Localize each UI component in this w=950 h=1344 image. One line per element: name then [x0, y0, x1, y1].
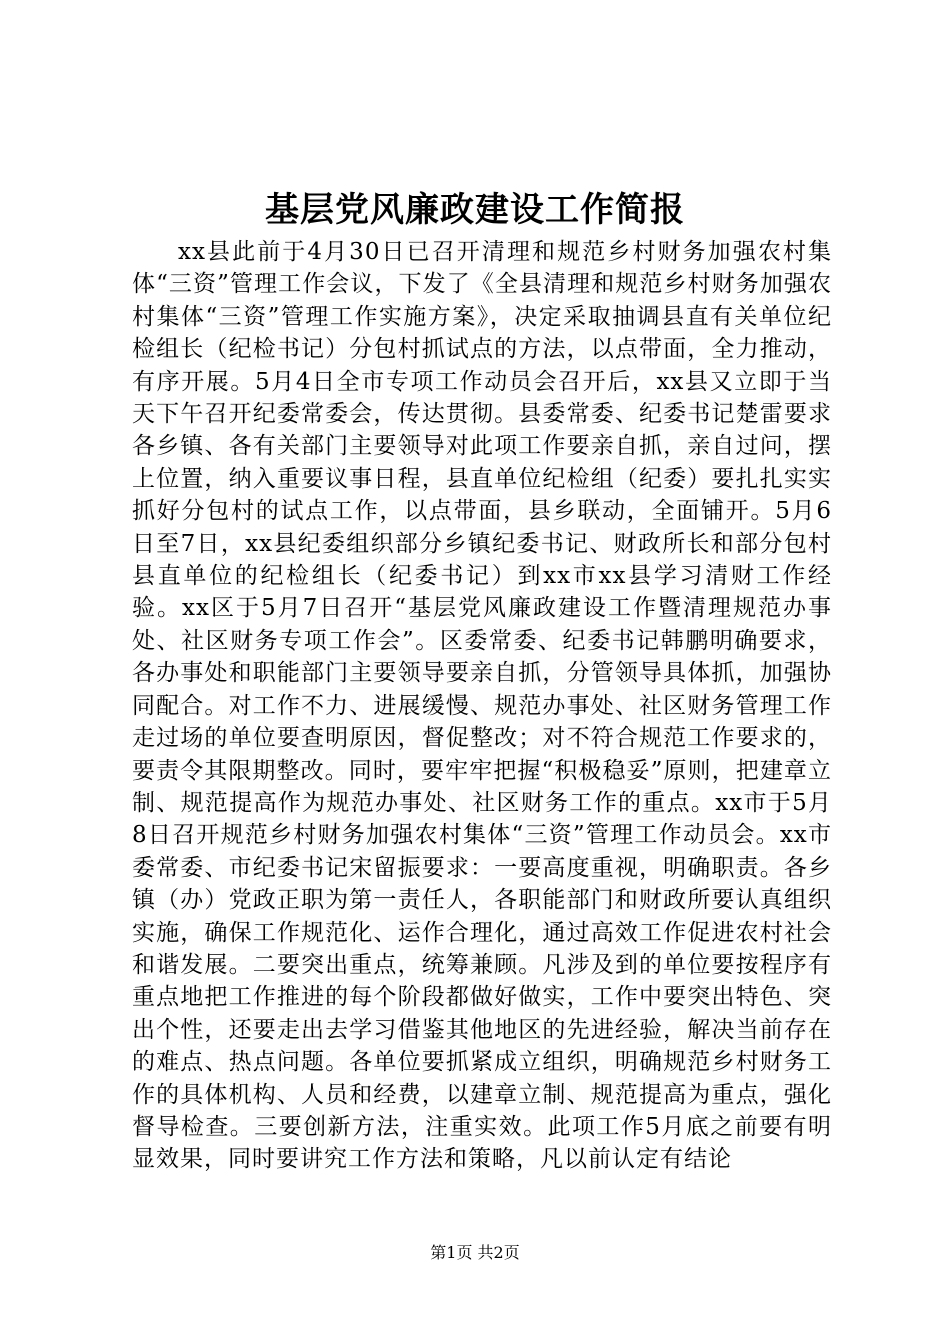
page-number-footer: 第1页 共2页	[430, 1243, 520, 1262]
document-body-paragraph: xx县此前于4月30日已召开清理和规范乡村财务加强农村集体“三资”管理工作会议，下发了《全县清理和规范乡村财务加强农村集体“三资”管理工作实施方案》，决定采取抽调县直有关单位纪检组长（纪检书记）分包村抓试点的方法，以点带面，全力推动，有序开展。5月4日全市专项工作动员会召开后，xx县又立即于当天下午召开纪委常委会，传达贯彻。县委常委、纪委书记楚雷要求各乡镇、各有关部门主要领导对此项工作要亲自抓，亲自过问，摆上位置，纳入重要议事日程，县直单位纪检组（纪委）要扎扎实实抓好分包村的试点工作，以点带面，县乡联动，全面铺开。5月6日至7日，xx县纪委组织部分乡镇纪委书记、财政所长和部分包村县直单位的纪检组长（纪委书记）到xx市xx县学习清财工作经验。xx区于5月7日召开“基层党风廉政建设工作暨清理规范办事处、社区财务专项工作会”。区委常委、纪委书记韩鹏明确要求，各办事处和职能部门主要领导要亲自抓，分管领导具体抓，加强协同配合。对工作不力、进展缓慢、规范办事处、社区财务管理工作走过场的单位要查明原因，督促整改；对不符合规范工作要求的，要责令其限期整改。同时，要牢牢把握“积极稳妥”原则，把建章立制、规范提高作为规范办事处、社区财务工作的重点。xx市于5月8日召开规范乡村财务加强农村集体“三资”管理工作动员会。xx市委常委、市纪委书记宋留振要求：一要高度重视，明确职责。各乡镇（办）党政正职为第一责任人，各职能部门和财政所要认真组织实施，确保工作规范化、运作合理化，通过高效工作促进农村社会和谐发展。二要突出重点，统筹兼顾。凡涉及到的单位要按程序有重点地把工作推进的每个阶段都做好做实，工作中要突出特色、突出个性，还要走出去学习借鉴其他地区的先进经验，解决当前存在的难点、热点问题。各单位要抓紧成立组织，明确规范乡村财务工作的具体机构、人员和经费，以建章立制、规范提高为重点，强化督导检查。三要创新方法，注重实效。此项工作5月底之前要有明显效果，同时要讲究工作方法和策略，凡以前认定有结论	[132, 239, 832, 1173]
document-title: 基层党风廉政建设工作简报	[265, 190, 685, 230]
